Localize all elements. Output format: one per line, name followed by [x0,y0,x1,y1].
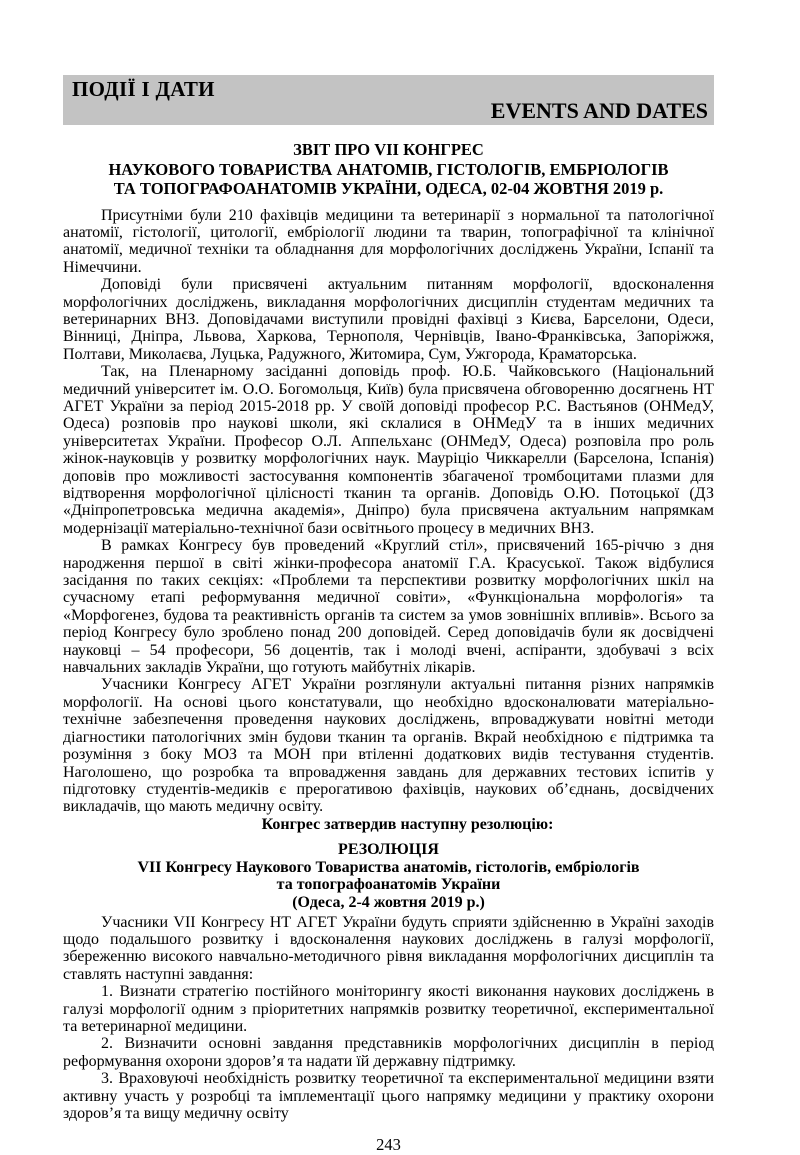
resolution-heading [63,841,714,911]
resolution-heading-line-2: VII Конгресу Наукового Товариства анатомів, гістологів, ембріологів [63,859,714,877]
resolution-list-item-1: 1. Визнати стратегію постійного моніторингу якості виконання наукових досліджень в галузі морфології одним з пріоритетних напрямків розвитку теоретичної, експериментальної та ветеринарної медицини. [63,983,714,1035]
resolution-body [63,914,714,1123]
header-band [63,75,714,125]
resolution-paragraph: Учасники VII Конгресу НТ АГЕТ України будуть сприяти здійсненню в Україні заходів щодо подальшого розвитку і вдосконалення наукових досліджень в галузі морфології, збереженню високого навчально-методичного рівня викладання морфологічних дисциплін та ставлять наступні завдання: [63,914,714,984]
resolution-heading-line-1: РЕЗОЛЮЦІЯ [63,841,714,859]
report-body [63,207,714,1155]
resolution-list-item-2: 2. Визначити основні завдання представників морфологічних дисциплін в період реформування охорони здоров’я та надати їй державну підтримку. [63,1035,714,1070]
report-title-line-3: ТА ТОПОГРАФОАНАТОМІВ УКРАЇНИ, ОДЕСА, 02-04 ЖОВТНЯ 2019 р. [63,179,714,199]
report-title-line-2: НАУКОВОГО ТОВАРИСТВА АНАТОМІВ, ГІСТОЛОГІВ, ЕМБРІОЛОГІВ [63,160,714,180]
resolution-list-item-3: 3. Враховуючі необхідність розвитку теоретичної та експериментальної медицини взяти активну участь у розробці та імплементації цього напрямку медицини у практику охорони здоров’я та вищу медичну освіту [63,1070,714,1122]
report-title-line-1: ЗВІТ ПРО VII КОНГРЕС [63,140,714,160]
section-title-en: EVENTS AND DATES [72,100,708,122]
report-title [63,140,714,199]
section-title-uk: ПОДІЇ І ДАТИ [72,78,708,100]
paragraph: Доповіді були присвячені актуальним питанням морфології, вдосконалення морфологічних досліджень, викладання морфологічних дисциплін студентам медичних та ветеринарних ВНЗ. Доповідачами виступили провідні фахівці з Києва, Барселони, Одеси, Вінниці, Дніпра, Львова, Харкова, Тернополя, Чернівців, Івано-Франківська, Запоріжжя, Полтави, Миколаєва, Луцька, Радужного, Житомира, Сум, Ужгорода, Краматорська. [63,276,714,363]
paragraph: Присутніми були 210 фахівців медицини та ветеринарії з нормальної та патологічної анатомії, гістології, цитології, ембріології людини та тварин, топографічної та клінічної анатомії, медичної техніки та обладнання для морфологічних досліджень України, Іспанії та Німеччини. [63,207,714,277]
resolution-heading-line-4: (Одеса, 2-4 жовтня 2019 р.) [63,894,714,912]
paragraph: Учасники Конгресу АГЕТ України розглянули актуальні питання різних напрямків морфології. На основі цього констатували, що необхідно вдосконалювати матеріально-технічне забезпечення проведення наукових досліджень, впроваджувати новітні методи діагностики патологічних змін будови тканин та органів. Вкрай необхідною є підтримка та розуміння з боку МОЗ та МОН при втіленні додаткових видів тестування студентів. Наголошено, що розробка та впровадження завдань для державних тестових іспитів у підготовку студентів-медиків є прерогативою фахівців, наукових об’єднань, досвідчених викладачів, що мають медичну освіту. [63,676,714,815]
paragraph: Так, на Пленарному засіданні доповідь проф. Ю.Б. Чайковського (Національний медичний університет ім. О.О. Богомольця, Київ) була присвячена обговоренню досягнень НТ АГЕТ України за період 2015-2018 рр. У своїй доповіді професор Р.С. Вастьянов (ОНМедУ, Одеса) розповів про наукові школи, які склалися в ОНМедУ та в інших медичних університетах України. Професор О.Л. Аппельханс (ОНМедУ, Одеса) розповіла про роль жінок-науковців у розвитку морфологічних наук. Мауріціо Чиккарелли (Барселона, Іспанія) доповів про можливості застосування компонентів збагаченої тромбоцитами плазми для відтворення морфологічної цілісності тканин та органів. Доповідь О.Ю. Потоцької (ДЗ «Дніпропетровська медична академія», Дніпро) була присвячена актуальним напрямкам модернізації матеріально-технічної бази освітнього процесу в медичних ВНЗ. [63,363,714,537]
resolution-heading-line-3: та топографоанатомів України [63,876,714,894]
paragraph: В рамках Конгресу був проведений «Круглий стіл», присвячений 165-річчю з дня народження першої в світі жінки-професора анатомії Г.А. Красуської. Також відбулися засідання по таких секціях: «Проблеми та перспективи розвитку морфологічних шкіл на сучасному етапі реформування медичної совіти», «Функціональна морфологія» та «Морфогенез, будова та реактивність органів та систем за умов зовнішніх впливів». Всього за період Конгресу було зроблено понад 200 доповідей. Серед доповідачів були як досвідчені науковці – 54 професори, 56 доцентів, так і молоді вчені, аспіранти, здобувачі з всіх навчальних закладів України, що готують майбутніх лікарів. [63,537,714,676]
resolution-intro: Конгрес затвердив наступну резолюцію: [63,816,714,833]
page-number: 243 [63,1135,714,1155]
